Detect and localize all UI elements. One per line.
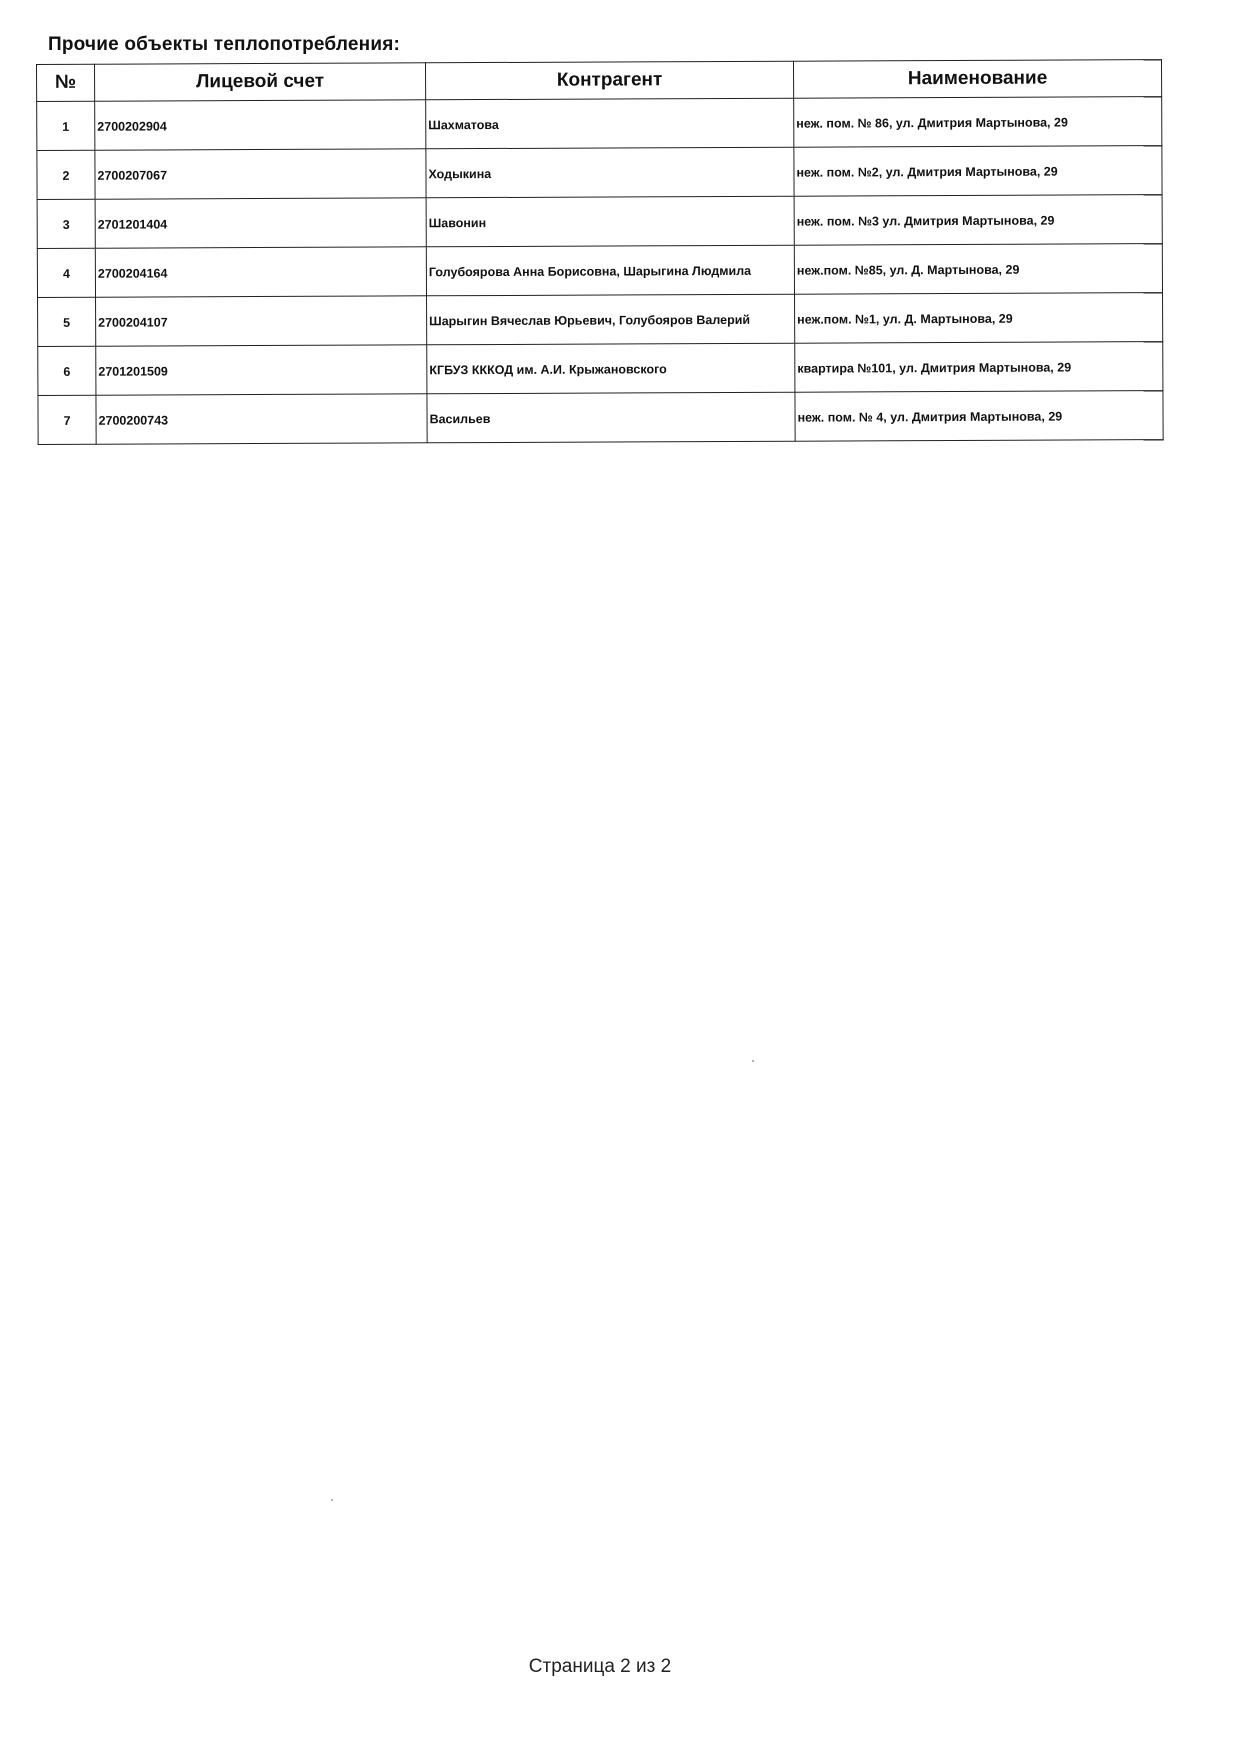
cell-name: неж. пом. № 4, ул. Дмитрия Мартынова, 29 bbox=[795, 391, 1163, 442]
cell-counterparty: Васильев bbox=[427, 392, 795, 443]
heat-objects-table bbox=[36, 59, 1164, 445]
cell-num: 6 bbox=[38, 346, 96, 395]
cell-name: неж. пом. № 86, ул. Дмитрия Мартынова, 29 bbox=[794, 97, 1162, 148]
table-row bbox=[38, 342, 1163, 396]
cell-counterparty: КГБУЗ КККОД им. А.И. Крыжановского bbox=[427, 343, 795, 394]
page-title: Прочие объекты теплопотребления: bbox=[48, 34, 401, 55]
cell-num: 1 bbox=[37, 101, 95, 150]
table-row bbox=[37, 97, 1162, 151]
page-number: Страница 2 из 2 bbox=[528, 1656, 672, 1677]
cell-name: квартира №101, ул. Дмитрия Мартынова, 29 bbox=[795, 342, 1163, 393]
cell-counterparty: Шавонин bbox=[426, 196, 794, 247]
cell-name: неж.пом. №85, ул. Д. Мартынова, 29 bbox=[794, 244, 1162, 295]
header-counterparty: Контрагент bbox=[425, 61, 793, 100]
cell-num: 5 bbox=[38, 297, 96, 346]
cell-counterparty: Голубоярова Анна Борисовна, Шарыгина Людмила bbox=[426, 245, 794, 296]
cell-name: неж.пом. №1, ул. Д. Мартынова, 29 bbox=[795, 293, 1163, 344]
cell-account: 2700204107 bbox=[96, 296, 427, 346]
table-row bbox=[37, 244, 1162, 298]
cell-num: 3 bbox=[37, 199, 95, 248]
cell-counterparty: Ходыкина bbox=[426, 147, 794, 198]
scan-speck bbox=[331, 1499, 333, 1501]
cell-num: 7 bbox=[38, 395, 96, 444]
table-header-row bbox=[37, 60, 1162, 102]
table-row bbox=[38, 391, 1163, 445]
table-row bbox=[38, 293, 1163, 347]
scan-speck bbox=[752, 1060, 754, 1062]
cell-num: 4 bbox=[37, 248, 95, 297]
cell-account: 2700207067 bbox=[95, 149, 426, 199]
table-row bbox=[37, 146, 1162, 200]
header-num: № bbox=[37, 64, 95, 101]
table-row bbox=[37, 195, 1162, 249]
cell-account: 2700202904 bbox=[95, 100, 426, 150]
cell-counterparty: Шарыгин Вячеслав Юрьевич, Голубояров Валерий bbox=[427, 294, 795, 345]
cell-counterparty: Шахматова bbox=[426, 98, 794, 149]
cell-name: неж. пом. №2, ул. Дмитрия Мартынова, 29 bbox=[794, 146, 1162, 197]
cell-account: 2701201509 bbox=[96, 345, 427, 395]
cell-account: 2700204164 bbox=[95, 247, 426, 297]
cell-name: неж. пом. №3 ул. Дмитрия Мартынова, 29 bbox=[794, 195, 1162, 246]
header-name: Наименование bbox=[793, 60, 1161, 99]
cell-account: 2701201404 bbox=[95, 198, 426, 248]
cell-account: 2700200743 bbox=[96, 394, 427, 444]
header-account: Лицевой счет bbox=[95, 63, 426, 101]
cell-num: 2 bbox=[37, 150, 95, 199]
